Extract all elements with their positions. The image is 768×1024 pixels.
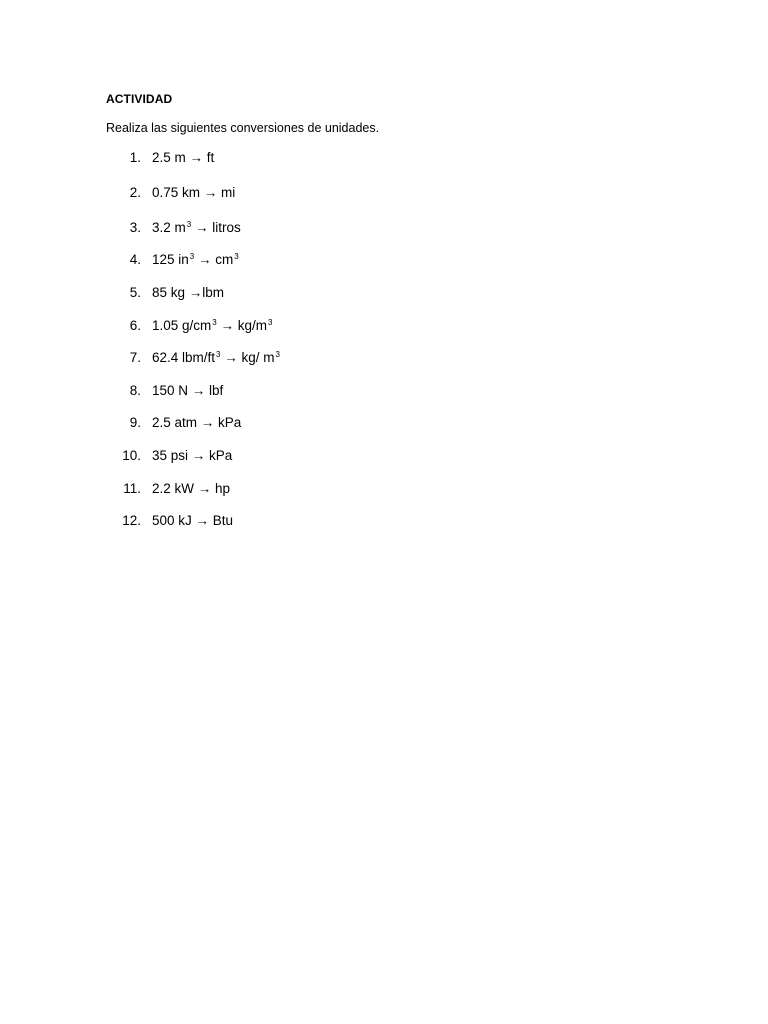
list-item-number-wrap [100,480,141,498]
list-item-text-part: 2.2 kW → hp [152,481,231,496]
list-item-text-part: → kg/ m [220,350,275,365]
document-heading: ACTIVIDAD [106,92,173,106]
list-item-text-part: 3.2 m [152,220,186,235]
list-item-text [152,317,272,337]
list-item-text [152,149,214,167]
list-item-number: 8. [129,383,141,398]
list-item-text-part: 125 in [152,252,189,267]
list-item-text-part: → kg/m [216,318,267,333]
list-item-number: 12. [122,513,141,528]
list-item-text [152,512,233,530]
list-item-number-wrap [100,349,141,367]
list-item-text [152,184,235,202]
list-item-number-wrap [100,219,141,237]
list-item-number-wrap [100,447,141,465]
list-item-text [152,284,224,302]
list-item-number: 4. [129,252,141,267]
list-item-number: 3. [129,220,141,235]
superscript-exponent: 3 [189,252,195,261]
list-item-number: 10. [122,448,141,463]
list-item-number: 1. [129,150,141,165]
list-item-number-wrap [100,149,141,167]
superscript-exponent: 3 [186,220,192,229]
list-item-text-part: 62.4 lbm/ft [152,350,216,365]
document-instruction: Realiza las siguientes conversiones de unidades. [106,121,380,135]
list-item-text-part: 35 psi → kPa [152,448,233,463]
list-item-number-wrap [100,382,141,400]
superscript-exponent: 3 [268,318,273,327]
list-item-text-part: → litros [191,220,241,235]
list-item-text [152,447,232,465]
list-item-text-part: 150 N → lbf [152,383,224,398]
list-item-text-part: 85 kg →lbm [152,285,225,300]
list-item-number-wrap [100,512,141,530]
superscript-exponent: 3 [216,350,221,359]
list-item-text-part: 2.5 atm → kPa [152,415,242,430]
list-item-text-part: 2.5 m → ft [152,150,215,165]
superscript-exponent: 3 [212,318,217,327]
list-item-text [152,251,239,271]
list-item-text [152,219,241,239]
list-item-text [152,349,280,369]
list-item-number: 6. [129,318,141,333]
list-item-number: 11. [123,481,141,496]
list-item-text-part: → cm [194,252,234,267]
superscript-exponent: 3 [234,252,239,261]
list-item-text-part: 500 kJ → Btu [152,513,234,528]
list-item-number-wrap [100,251,141,269]
list-item-number: 7. [129,350,141,365]
list-item-number: 2. [129,185,141,200]
list-item-text-part: 1.05 g/cm [152,318,212,333]
list-item-text [152,480,230,498]
list-item-number: 5. [129,285,141,300]
list-item-number-wrap [100,317,141,335]
list-item-text [152,382,223,400]
superscript-exponent: 3 [275,350,280,359]
list-item-number-wrap [100,414,141,432]
list-item-number-wrap [100,184,141,202]
list-item-number-wrap [100,284,141,302]
list-item-text-part: 0.75 km → mi [152,185,236,200]
list-item-text [152,414,241,432]
list-item-number: 9. [129,415,141,430]
